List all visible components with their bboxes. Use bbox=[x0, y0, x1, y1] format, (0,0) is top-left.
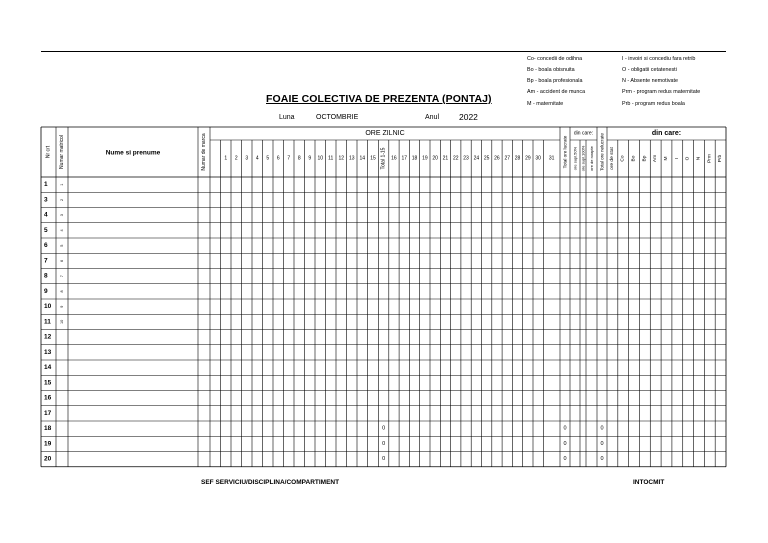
row-number: 16 bbox=[44, 394, 52, 402]
row-number: 8 bbox=[44, 272, 48, 280]
col-header-name: Nume si prenume bbox=[105, 149, 161, 157]
year-value: 2022 bbox=[459, 112, 478, 122]
row-number: 12 bbox=[44, 333, 52, 341]
legend-item: M - maternitate bbox=[527, 101, 564, 107]
day-header: 5 bbox=[266, 155, 270, 162]
row-number: 6 bbox=[44, 242, 48, 250]
row-matricol: 4 bbox=[60, 229, 64, 232]
row-number: 14 bbox=[44, 364, 52, 372]
row-total-nelucrate: 0 bbox=[600, 456, 604, 463]
day-header: 25 bbox=[483, 155, 490, 162]
row-total-lucrate: 0 bbox=[563, 425, 567, 432]
day-header: 20 bbox=[432, 155, 438, 162]
row-total-nelucrate: 0 bbox=[600, 425, 604, 432]
day-header: 17 bbox=[401, 155, 408, 162]
day-header: 31 bbox=[548, 155, 555, 162]
legend-item: N - Absente nemotivate bbox=[622, 78, 679, 84]
row-matricol: 6 bbox=[60, 259, 64, 262]
legend-item: Bo - boala obisnuita bbox=[527, 67, 575, 73]
day-header: 28 bbox=[514, 155, 521, 162]
row-number: 17 bbox=[44, 409, 52, 417]
day-header: 29 bbox=[525, 155, 531, 162]
row-number: 19 bbox=[44, 440, 52, 448]
row-matricol: 3 bbox=[60, 214, 64, 217]
row-number: 1 bbox=[44, 181, 48, 189]
day-header: 26 bbox=[494, 155, 500, 162]
row-number: 7 bbox=[44, 257, 48, 265]
row-matricol: 5 bbox=[60, 244, 64, 247]
day-header: 18 bbox=[411, 155, 418, 162]
footer-signature-right: INTOCMIT bbox=[633, 479, 665, 486]
row-number: 11 bbox=[44, 318, 51, 326]
row-number: 15 bbox=[44, 379, 52, 387]
sub-header: Bp bbox=[642, 155, 648, 162]
row-number: 13 bbox=[44, 348, 52, 356]
sub-header: M bbox=[664, 156, 669, 161]
sub-header: ore supl.100% bbox=[580, 145, 586, 172]
day-header: 24 bbox=[473, 155, 480, 162]
legend-item: Co- concedii de odihna bbox=[527, 56, 583, 62]
row-total-1-15: 0 bbox=[382, 425, 386, 432]
row-number: 5 bbox=[44, 226, 48, 234]
sub-header: ore supl.50% bbox=[572, 146, 578, 171]
col-header-marca: Numar de marca bbox=[201, 133, 207, 171]
col-header-matricol: Numar matricol bbox=[59, 135, 65, 169]
day-header: 19 bbox=[422, 155, 428, 162]
sub-header: Prm bbox=[707, 154, 713, 163]
day-header: 27 bbox=[504, 155, 511, 162]
day-header: 6 bbox=[276, 155, 280, 162]
row-number: 20 bbox=[44, 455, 52, 463]
row-total-nelucrate: 0 bbox=[600, 440, 604, 447]
legend-item: Bp - boala profesionala bbox=[527, 78, 583, 84]
page-title: FOAIE COLECTIVA DE PREZENTA (PONTAJ) bbox=[266, 93, 492, 105]
total-ore-lucrate-header: Total ore lucrate bbox=[562, 135, 568, 169]
total-ore-nelucrate-header: Total ore nelucrate bbox=[599, 133, 605, 171]
day-header: 2 bbox=[234, 155, 238, 162]
row-number: 4 bbox=[44, 211, 48, 219]
row-matricol: 9 bbox=[60, 305, 64, 308]
sub-header: N bbox=[696, 156, 702, 161]
row-number: 9 bbox=[44, 287, 48, 295]
sub-header: ore de stat bbox=[609, 147, 615, 170]
sub-header: Bo bbox=[631, 155, 637, 162]
day-header: 8 bbox=[297, 155, 301, 162]
footer-signature-left: SEF SERVICIU/DISCIPLINA/COMPARTIMENT bbox=[201, 479, 340, 486]
col-header-nr: Nr crt bbox=[45, 145, 52, 159]
sub-header: Am bbox=[653, 154, 659, 163]
legend-item: O - obligatii cetatenesti bbox=[622, 67, 677, 73]
row-matricol: 2 bbox=[60, 198, 64, 201]
row-matricol: 1 bbox=[60, 183, 64, 186]
legend-item: Am - accident de munca bbox=[527, 89, 586, 95]
row-total-1-15: 0 bbox=[382, 456, 386, 463]
row-matricol: 8 bbox=[60, 290, 64, 293]
day-header: 13 bbox=[348, 155, 355, 162]
legend-item: Prb - program redus boala bbox=[622, 101, 685, 107]
sub-header: O bbox=[685, 156, 691, 161]
day-header: 9 bbox=[308, 155, 312, 162]
day-header: 3 bbox=[245, 155, 249, 162]
day-header: 10 bbox=[317, 155, 324, 162]
day-header: 7 bbox=[287, 155, 291, 162]
month-value: OCTOMBRIE bbox=[316, 114, 359, 121]
sub-header: I bbox=[674, 157, 680, 160]
legend-item: Prm - program redus maternitate bbox=[622, 89, 701, 95]
year-label: Anul bbox=[425, 114, 440, 121]
day-header: 15 bbox=[370, 155, 376, 162]
day-header: 11 bbox=[328, 155, 334, 162]
day-header: 23 bbox=[463, 155, 469, 162]
day-header: 30 bbox=[535, 155, 541, 162]
row-total-lucrate: 0 bbox=[563, 456, 567, 463]
row-matricol: 7 bbox=[60, 275, 64, 278]
legend-item: I - invoiri si concediu fara retrib bbox=[622, 56, 696, 62]
sub-header: Prb bbox=[718, 154, 724, 163]
din-care-header: din care: bbox=[573, 130, 594, 137]
day-header: 22 bbox=[452, 155, 459, 162]
day-header: 4 bbox=[255, 155, 259, 162]
day-header: 16 bbox=[391, 155, 397, 162]
day-header: 14 bbox=[359, 155, 366, 162]
row-matricol: 10 bbox=[60, 319, 64, 324]
row-number: 10 bbox=[44, 303, 52, 311]
sub-header: ore de noapte bbox=[589, 146, 594, 171]
row-total-1-15: 0 bbox=[382, 440, 386, 447]
day-header: 1 bbox=[224, 155, 228, 162]
day-header: 12 bbox=[338, 155, 345, 162]
month-label: Luna bbox=[279, 114, 295, 121]
day-header: 21 bbox=[442, 155, 449, 162]
din-care-header: din care: bbox=[651, 130, 682, 137]
total-1-15-header: Total 1-15 bbox=[380, 147, 387, 170]
row-total-lucrate: 0 bbox=[563, 440, 567, 447]
ore-zilnic-header: ORE ZILNIC bbox=[365, 130, 405, 137]
row-number: 3 bbox=[44, 196, 48, 204]
sub-header: Co bbox=[620, 155, 626, 162]
row-number: 18 bbox=[44, 425, 52, 433]
